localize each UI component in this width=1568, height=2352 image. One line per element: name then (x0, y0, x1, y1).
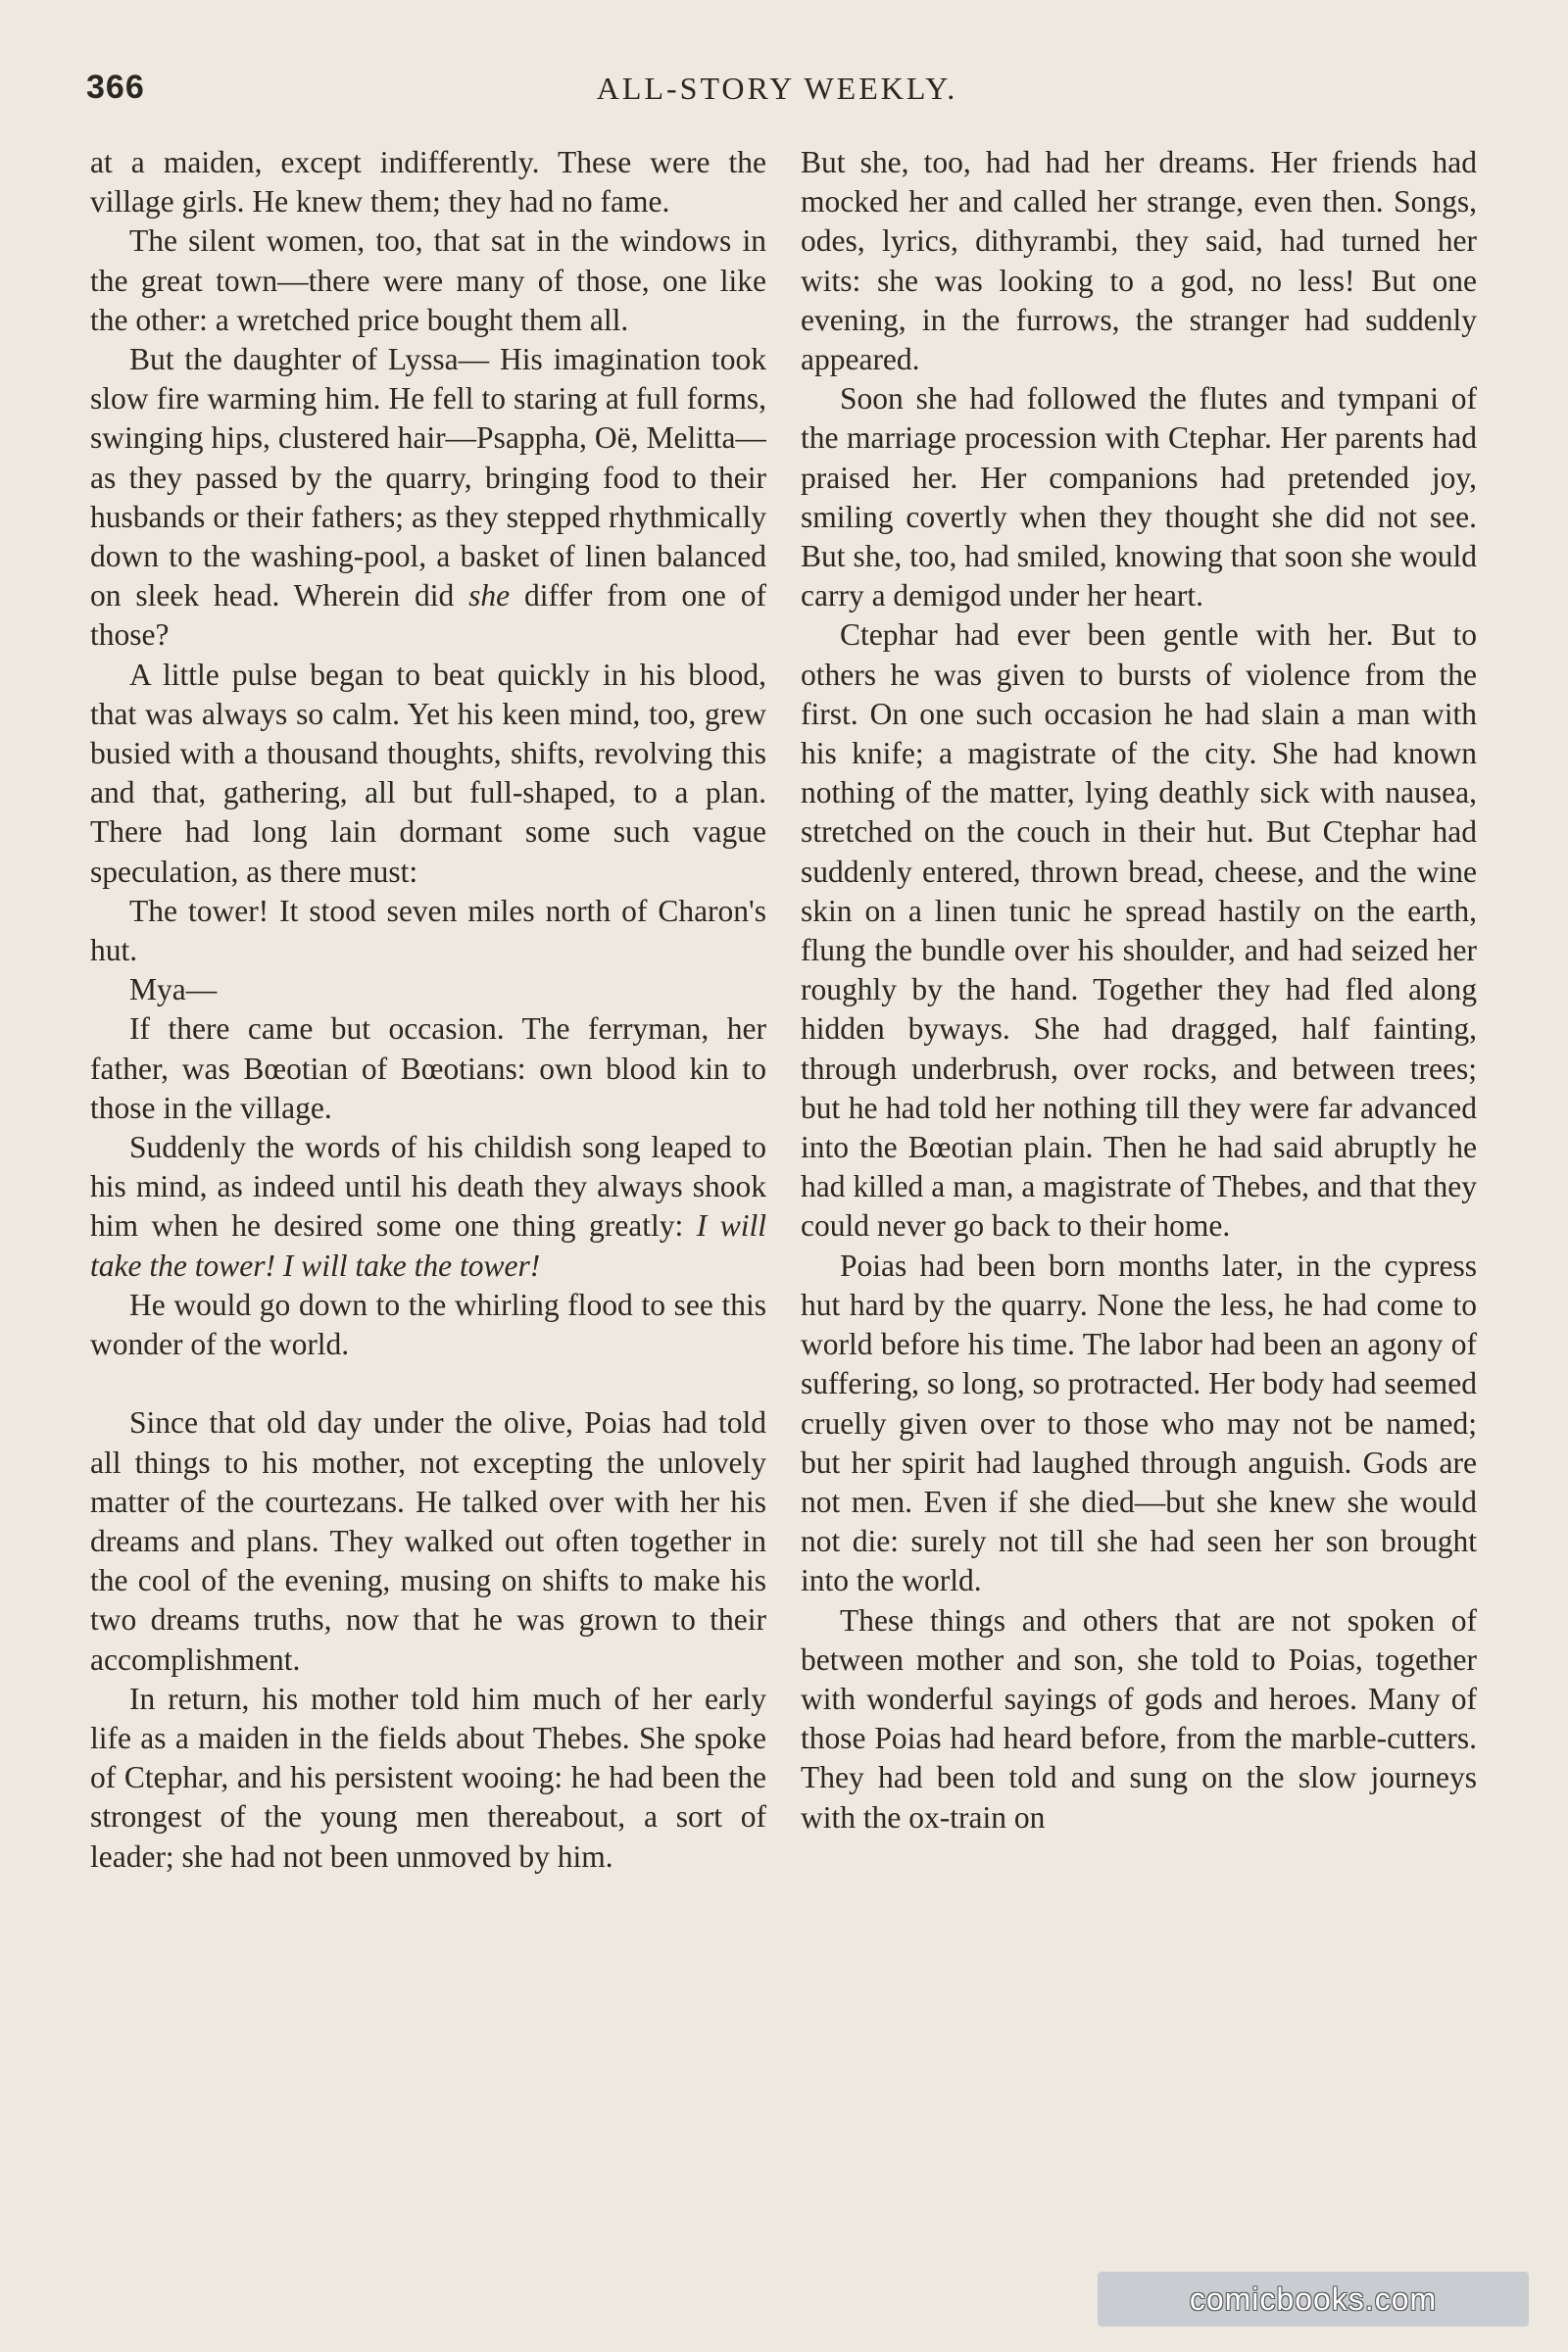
paragraph-text: Suddenly the words of his childish song leaped to his mind, as indeed until his death they always shook him when he desired some one thing greatly: (90, 1130, 766, 1244)
watermark-logo: comicbooks.com (1098, 2272, 1529, 2327)
paragraph: These things and others that are not spoken of between mother and son, she told to Poias, together with wonderful sayings of gods and heroes. Many of those Poias had heard before, from the marble-cutters. They had been told and sung on the slow journeys with the ox-train on (801, 1602, 1477, 1835)
emphasis-text: she (468, 578, 511, 613)
paragraph: The tower! It stood seven miles north of Charon's hut. (90, 893, 766, 968)
paragraph: Soon she had followed the flutes and tympani of the marriage procession with Ctephar. Her parents had praised her. Her companions had pretended joy, smiling covertly when they thought she did not see. But she, too, had smiled, knowing that soon she would carry a demigod under her heart. (801, 381, 1477, 613)
magazine-title: ALL-STORY WEEKLY. (596, 71, 958, 106)
page-number: 366 (86, 69, 145, 106)
paragraph: Poias had been born months later, in the cypress hut hard by the quarry. None the less, he had come to world before his time. The labor had been an agony of suffering, so long, so protracted. Her body had seemed cruelly given over to those who may not be named; but her spirit had laughed through anguish. Gods are not men. Even if she died—but she knew she would not die: surely not till she had seen her son brought into the world. (801, 1248, 1477, 1598)
paragraph: Ctephar had ever been gentle with her. But to others he was given to bursts of violence from the first. On one such occasion he had slain a man with his knife; a magistrate of the city. She had known nothing of the matter, lying deathly sick with nausea, stretched on the couch in their hut. But Ctephar had suddenly entered, thrown bread, cheese, and the wine skin on a linen tunic he spread hastily on the earth, flung the bundle over his shoulder, and had seized her roughly by the hand. Together they had fled along hidden byways. She had dragged, half fainting, through underbrush, over rocks, and between trees; but he had told her nothing till they were far advanced into the Bœotian plain. Then he had said abruptly he had killed a man, a magistrate of Thebes, and that they could never go back to their home. (801, 617, 1477, 1244)
page-header (86, 69, 1468, 118)
paragraph: In return, his mother told him much of her early life as a maiden in the fields about Thebes. She spoke of Ctephar, and his persistent wooing: he had been the strongest of the young men thereabout, a sort of leader; she had not been unmoved by him. (90, 1681, 766, 1874)
paragraph-text: differ from one of those? (90, 578, 766, 653)
left-column (90, 143, 766, 2260)
paragraph: But she, too, had had her dreams. Her friends had mocked her and called her strange, even then. Songs, odes, lyrics, dithyrambi, they said, had turned her wits: she was looking to a god, no less! But one evening, in the furrows, the stranger had suddenly appeared. (801, 145, 1477, 377)
paragraph: The silent women, too, that sat in the windows in the great town—there were many of those, one like the other: a wretched price bought them all. (90, 223, 766, 337)
paragraph: He would go down to the whirling flood to see this wonder of the world. (90, 1287, 766, 1362)
section-break (90, 1364, 766, 1403)
paragraph: Mya— (129, 972, 218, 1007)
right-column (801, 143, 1477, 2260)
song-lyric: I will take the tower! I will take the tower! (90, 1208, 766, 1283)
paragraph: A little pulse began to beat quickly in his blood, that was always so calm. Yet his keen mind, too, grew busied with a thousand thoughts, shifts, revolving this and that, gathering, all but full-shaped, to a plan. There had long lain dormant some such vague speculation, as there must: (90, 657, 766, 889)
paragraph-text: But the daughter of Lyssa— His imagination took slow fire warming him. He fell to staring at full forms, swinging hips, clustered hair—Psappha, Oë, Melitta—as they passed by the quarry, bringing food to their husbands or their fathers; as they stepped rhythmically down to the washing-pool, a basket of linen balanced on sleek head. Wherein did (90, 342, 766, 613)
paragraph (90, 1128, 766, 1286)
paragraph: at a maiden, except indifferently. These were the village girls. He knew them; they had no fame. (90, 145, 766, 220)
paragraph (90, 340, 766, 656)
paragraph: If there came but occasion. The ferryman, her father, was Bœotian of Bœotians: own blood kin to those in the village. (90, 1011, 766, 1125)
paragraph: Since that old day under the olive, Poias had told all things to his mother, not excepting the unlovely matter of the courtezans. He talked over with her his dreams and plans. They walked out often together in the cool of the evening, musing on shifts to make his two dreams truths, now that he was grown to their accomplishment. (90, 1405, 766, 1677)
